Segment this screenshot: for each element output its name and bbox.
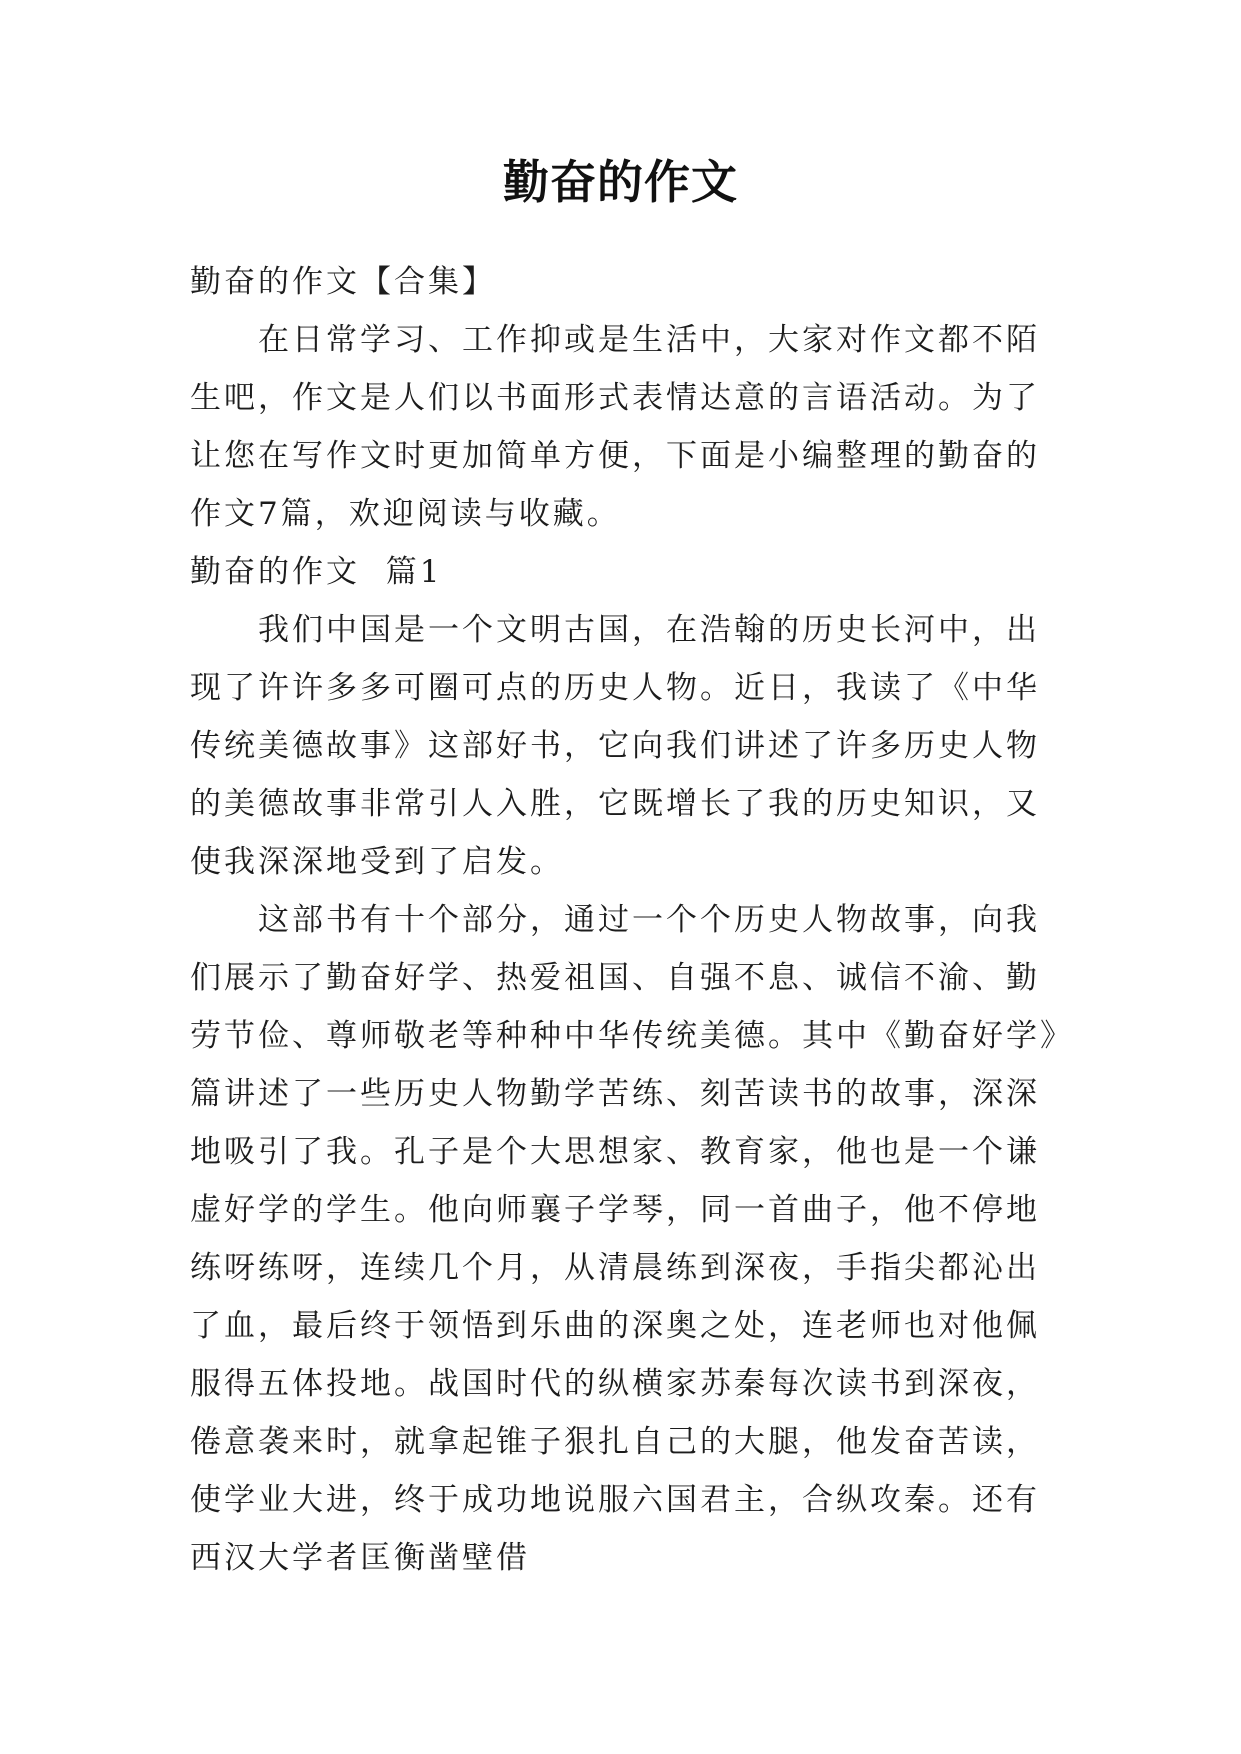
essay-paragraph-1: 我们中国是一个文明古国，在浩翰的历史长河中，出现了许许多多可圈可点的历史人物。近日，我读了《中华传统美德故事》这部好书，它向我们讲述了许多历史人物的美德故事非常引人入胜，它既增长了我的历史知识，又使我深深地受到了启发。 <box>190 612 1040 880</box>
essay-paragraph-2: 这部书有十个部分，通过一个个历史人物故事，向我们展示了勤奋好学、热爱祖国、自强不息、诚信不渝、勤劳节俭、尊师敬老等种种中华传统美德。其中《勤奋好学》篇讲述了一些历史人物勤学苦练、刻苦读书的故事，深深地吸引了我。孔子是个大思想家、教育家，他也是一个谦虚好学的学生。他向师襄子学琴，同一首曲子，他不停地练呀练呀，连续几个月，从清晨练到深夜，手指尖都沁出了血，最后终于领悟到乐曲的深奥之处，连老师也对他佩服得五体投地。战国时代的纵横家苏秦每次读书到深夜，倦意袭来时，就拿起锥子狠扎自己的大腿，他发奋苦读，使学业大进，终于成功地说服六国君主，合纵攻秦。还有西汉大学者匡衡凿壁借 <box>190 902 1059 1576</box>
intro-paragraph: 在日常学习、工作抑或是生活中，大家对作文都不陌生吧，作文是人们以书面形式表情达意的言语活动。为了让您在写作文时更加简单方便，下面是小编整理的勤奋的作文7篇，欢迎阅读与收藏。 <box>190 322 1040 532</box>
section-heading: 勤奋的作文 篇1 <box>190 554 443 590</box>
document-title: 勤奋的作文 <box>503 155 738 209</box>
document-body <box>190 253 1070 1587</box>
intro-heading: 勤奋的作文【合集】 <box>190 264 496 300</box>
